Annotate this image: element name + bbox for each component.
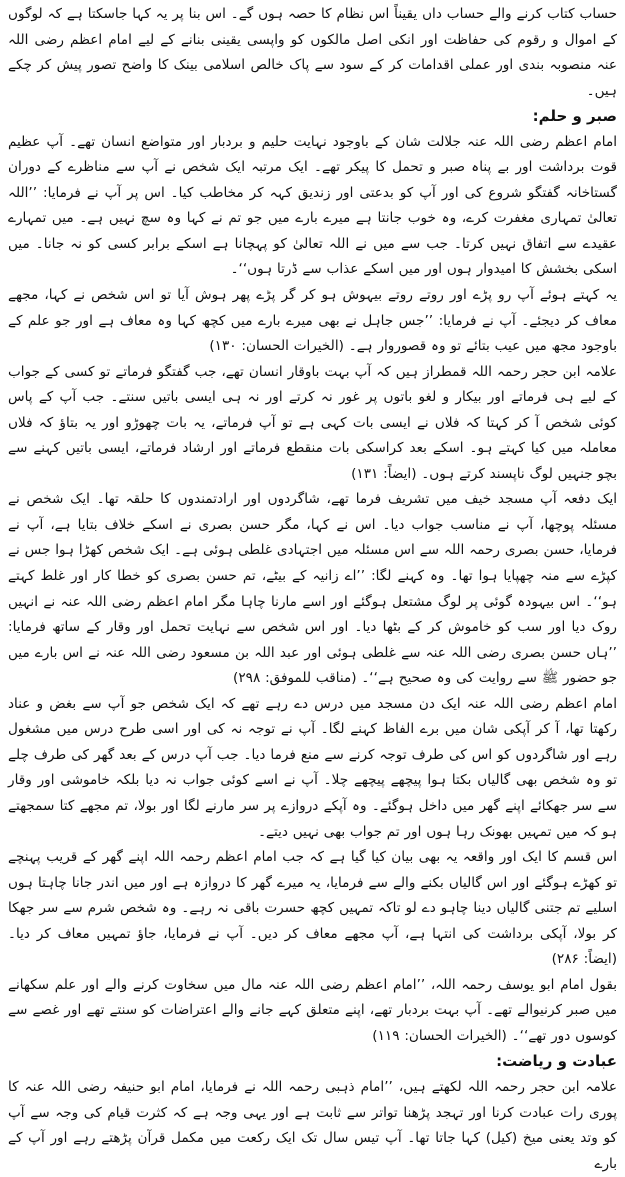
paragraph-bank-concept: حساب کتاب کرنے والے حساب داں یقیناً اس نظام کا حصہ ہوں گے۔ اس بنا پر یہ کہا جاسکتا ہے کہ لوگوں کے اموال و رقوم کی حفاظت اور انکی اصل مالکوں کو واپسی یقینی بنانے کے لیے امام اعظم رضی اللہ عنہ منصوبہ بندی اور عملی اقدامات کر کے سود سے پاک خالص اسلامی بینک کا واضح تصور پیش کر چکے ہیں۔	[8, 6, 617, 99]
paragraph-worship-intro: علامہ ابن حجر رحمہ اللہ لکھتے ہیں، ’’امام ذہبی رحمہ اللہ نے فرمایا، امام ابو حنیفہ رضی اللہ عنہ کا پوری رات عبادت کرنا اور تہجد پڑھنا تواتر سے ثابت ہے اور یہی وجہ ہے کہ کثرت قیام کی وجہ سے آپ کو وتد یعنی میخ (کیل) کہا جاتا تھا۔ آپ تیس سال تک ایک رکعت میں مکمل قرآن پڑھتے رہے اور آپ کے بارے	[8, 1078, 617, 1172]
paragraph-abuser-follows: امام اعظم رضی اللہ عنہ ایک دن مسجد میں درس دے رہے تھے کہ ایک شخص جو آپ سے بغض و عناد رکھتا تھا، آ کر آپکی شان میں برے الفاظ کہنے لگا۔ آپ نے توجہ نہ کی اور اسی طرح درس میں مشغول رہے اور شاگردوں کو اس کی طرف توجہ کرنے سے منع فرما دیا۔ جب آپ درس کے بعد گھر کی طرف چلے تو وہ شخص بھی گالیاں بکتا ہوا پیچھے پیچھے چلا۔ آپ نے اسے کوئی جواب نہ دیا بلکہ خاموشی اور وقار سے سر جھکائے اپنے گھر میں داخل ہوگئے۔ وہ آپکے دروازے پر سر مارنے لگا اور بولا، تم مجھے کتا سمجھتے ہو کہ میں تمہیں بھونک رہا ہوں اور تم جواب بھی نہیں دیتے۔	[8, 695, 617, 840]
section-heading-patience: صبر و حلم:	[532, 107, 617, 126]
paragraph-forgiveness: یہ کہتے ہوئے آپ رو پڑے اور روتے روتے بیہوش ہو کر گر پڑے پھر ہوش آیا تو اس شخص نے کہا، مجھے معاف کر دیجئے۔ آپ نے فرمایا: ’’جس جاہل نے بھی میرے بارے میں کچھ کہا وہ معاف ہے اور جو علم کے باوجود مجھ میں عیب بتائے تو وہ قصوروار ہے۔ (الخیرات الحسان: ۱۳۰)	[8, 287, 617, 355]
paragraph-ibn-hajar-dignity: علامہ ابن حجر رحمہ اللہ قمطراز ہیں کہ آپ بہت باوقار انسان تھے، جب گفتگو فرماتے تو کسی کے جواب کے لیے ہی فرماتے اور بیکار و لغو باتوں پر غور نہ کرتے اور نہ ہی ایسی باتیں سنتے۔ جب آپ کے پاس کوئی شخص آ کر کہتا کہ فلاں نے ایسی بات کہی ہے تو آپ فرماتے، یہ بات چھوڑو اور یہ بتاؤ کہ فلاں معاملہ میں کیا کہتے ہو۔ اسکے بعد کراسکی بات منقطع فرماتے اور ارشاد فرماتے، ایسی باتیں کہنے سے بچو جنہیں لوگ ناپسند کرتے ہوں۔ (ایضاً: ۱۳۱)	[8, 363, 617, 482]
paragraph-masjid-khaif: ایک دفعہ آپ مسجد خیف میں تشریف فرما تھے، شاگردوں اور ارادتمندوں کا حلقہ تھا۔ ایک شخص نے مسئلہ پوچھا، آپ نے مناسب جواب دیا۔ اس نے کہا، مگر حسن بصری نے اسکے خلاف بتایا ہے، آپ نے فرمایا، حسن بصری رحمہ اللہ سے اس مسئلہ میں اجتہادی غلطی ہوئی ہے۔ ایک شخص کھڑا ہوا جس نے کپڑے سے منہ چھپایا ہوا تھا۔ وہ کہنے لگا: ’’اے زانیہ کے بیٹے، تم حسن بصری کو خطا کار اور غلط کہتے ہو‘‘۔ اس بیہودہ گوئی پر لوگ مشتعل ہوگئے اور اسے مارنا چاہا مگر امام اعظم رضی اللہ عنہ نے انہیں روک دیا اور سب کو خاموش کر کے بٹھا دیا۔ اور اس شخص سے نہایت تحمل اور وقار کے ساتھ فرمایا: ’’ہاں حسن بصری رضی اللہ عنہ سے غلطی ہوئی اور عبد اللہ بن مسعود رضی اللہ عنہ نے اس بارے میں جو حضور ﷺ سے روایت کی وہ صحیح ہے‘‘۔ (مناقب للموفق: ۲۹۸)	[8, 491, 617, 687]
paragraph-patience-intro: امام اعظم رضی اللہ عنہ جلالت شان کے باوجود نہایت حلیم و بردبار اور متواضع انسان تھے۔ آپ عظیم قوت برداشت اور بے پناہ صبر و تحمل کا پیکر تھے۔ ایک مرتبہ ایک شخص نے آپ سے مناظرے کے دوران گستاخانہ گفتگو شروع کی اور آپ کو بدعتی اور زندیق کہہ کر مخاطب کیا۔ اس پر آپ نے فرمایا: ’’اللہ تعالیٰ تمہاری مغفرت کرے، وہ خوب جانتا ہے میرے بارے میں جو تم نے کہا وہ سچ نہیں ہے۔ میں تمہارے عقیدے سے اتفاق نہیں کرتا۔ جب سے میں نے اللہ تعالیٰ کو پہچانا ہے اسکے برابر کسی کو نہ جانا۔ میں اسکی بخشش کا امیدوار ہوں اور میں اسکے عذاب سے ڈرتا ہوں‘‘۔	[8, 133, 617, 278]
paragraph-abu-yusuf-quote: بقول امام ابو یوسف رحمہ اللہ، ’’امام اعظم رضی اللہ عنہ مال میں سخاوت کرنے والے اور علم سکھانے میں صبر کرنیوالے تھے۔ آپ بہت بردبار تھے، اپنے متعلق کہے جانے والے اعتراضات کو سنتے تھے اور غصے سے کوسوں دور تھے‘‘۔ (الخیرات الحسان: ۱۱۹)	[8, 976, 617, 1044]
paragraph-door-incident: اس قسم کا ایک اور واقعہ یہ بھی بیان کیا گیا ہے کہ جب امام اعظم رحمہ اللہ اپنے گھر کے قریب پہنچے تو کھڑے ہوگئے اور اس گالیاں بکنے والے سے فرمایا، یہ میرے گھر کا دروازہ ہے اور میں اندر جانا چاہتا ہوں اسلیے تم جتنی گالیاں دینا چاہو دے لو تاکہ تمہیں کچھ حسرت باقی نہ رہے۔ وہ شخص شرم سے سر جھکا کر بولا، آپکی برداشت کی انتہا ہے، آپ مجھے معاف کر دیں۔ آپ نے فرمایا، جاؤ تمہیں معاف کر دیا۔ (ایضاً: ۲۸۶)	[8, 849, 617, 968]
section-heading-worship: عبادت و ریاضت:	[496, 1052, 617, 1071]
